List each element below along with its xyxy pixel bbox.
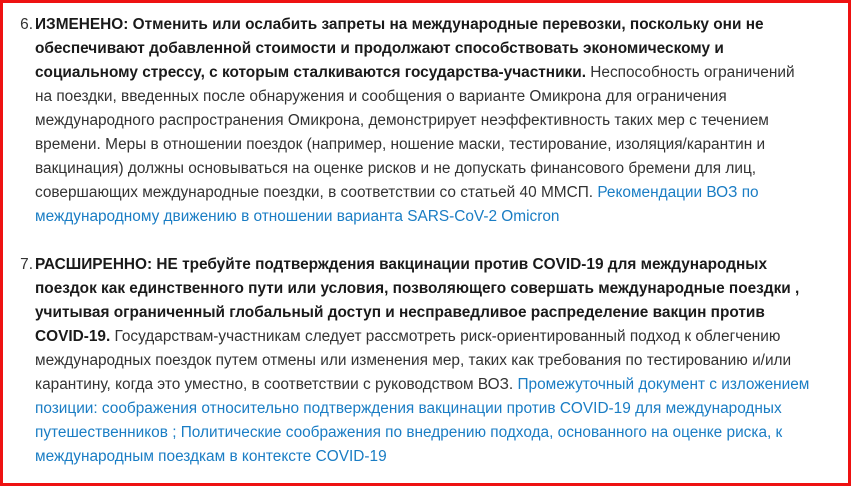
vaccination-proof-position-paper-link[interactable]: Промежуточный документ с изложением позиции: соображения относительно подтверждения вакцинации против COVID-19 для международных путешественников: [35, 376, 810, 441]
recommendations-list: [11, 13, 811, 469]
item-text: Государствам-участникам следует рассмотреть риск-ориентированный подход к облегчению международных поездок путем отмены или изменения мер, таких как требования по тестированию и/или карантину, когда это уместно, в соответствии с руководством ВОЗ.: [35, 328, 792, 393]
risk-based-approach-policy-link[interactable]: Политические соображения по внедрению подхода, основанного на оценке риска, к международным поездкам в контексте COVID-19: [35, 424, 783, 465]
item-heading: ИЗМЕНЕНО: Отменить или ослабить запреты на международные перевозки, поскольку они не обеспечивают добавленной стоимости и продолжают способствовать экономическому и социальному стрессу, с которым сталкиваются государства-участники.: [35, 16, 764, 81]
link-separator: ;: [167, 424, 181, 441]
item-heading: РАСШИРЕННО: НЕ требуйте подтверждения вакцинации против COVID-19 для международных поездок как единственного пути или условия, позволяющего совершать международные поездки , учитывая ограниченный глобальный доступ и несправедливое распределение вакцин против COVID-19.: [35, 256, 800, 345]
who-omicron-travel-advice-link[interactable]: Рекомендации ВОЗ по международному движению в отношении варианта SARS-CoV-2 Omicron: [35, 184, 759, 225]
recommendation-item-7: [11, 253, 811, 469]
item-text: Неспособность ограничений на поездки, введенных после обнаружения и сообщения о варианте Омикрона для ограничения международного распространения Омикрона, демонстрирует неэффективность таких мер с течением времени. Меры в отношении поездок (например, ношение маски, тестирование, изоляция/карантин и вакцинация) должны основываться на оценке рисков и не допускать финансового бремени для лиц, совершающих международные поездки, в соответствии со статьей 40 ММСП.: [35, 64, 795, 201]
item-number: 6 .: [11, 13, 33, 37]
item-body: [35, 13, 811, 229]
item-body: [35, 253, 811, 469]
item-number: 7 .: [11, 253, 33, 277]
recommendation-item-6: [11, 13, 811, 229]
